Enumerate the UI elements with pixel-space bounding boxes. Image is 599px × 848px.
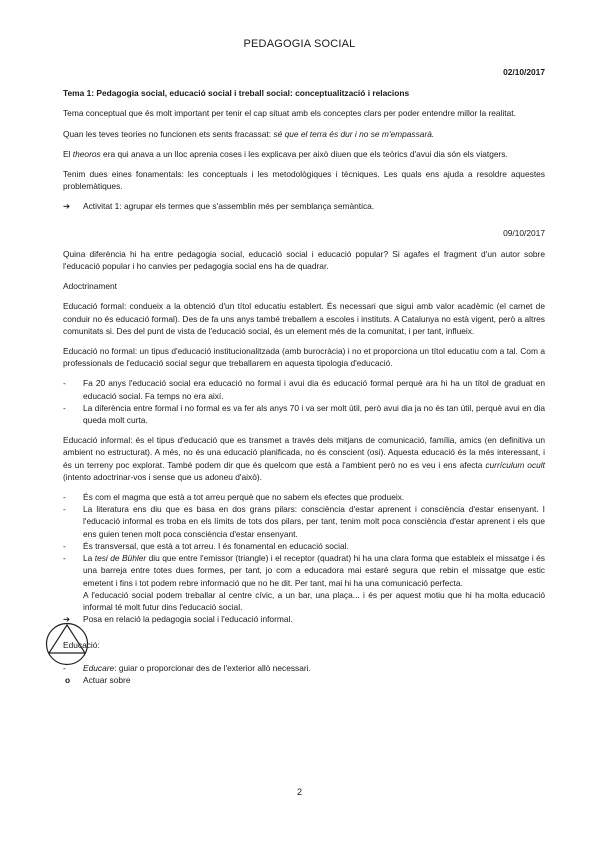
informal-text: Educació informal: és el tipus d'educació que es transmet a través dels mitjans de comunicació, família, amics (en definitiva un ambient no estructurat). A més, no és una educació planificada, no és conscient (osi). Aquesta educació és la més interessant, i és un terreny poc explorat. També podem dir que és quelcom que està a l'ambient però no es veu i ens afecta <box>63 435 545 470</box>
arrow-icon: ➔ <box>63 201 71 212</box>
list-formal-notes <box>63 377 545 426</box>
theoros-term: theoros <box>72 148 101 159</box>
list-item-educare <box>63 662 545 674</box>
paragraph-question: Quina diferència hi ha entre pedagogia social, educació social i educació popular? Si agafes el fragment d'un autor sobre l'educació popular i ho canvies per pedagogia social ens ha de quadrar. <box>63 248 545 272</box>
paragraph-concepts: Tema conceptual que és molt important per tenir el cap situat amb els conceptes clars per poder entendre millor la realitat. <box>63 108 516 119</box>
paragraph-informal <box>63 434 545 483</box>
list-item <box>63 540 545 552</box>
dash-icon: - <box>63 553 66 564</box>
informal-term: currículum ocult <box>485 459 545 470</box>
circle-triangle-icon <box>45 622 89 666</box>
list-item-text: La diferència entre formal i no formal es va fer als anys 70 i va ser molt útil, però avui dia ja no és tan útil, perquè avui en dia queda molt curta. <box>83 402 545 426</box>
list-item <box>63 589 545 613</box>
list-item <box>63 552 545 589</box>
educare-term: Educare <box>83 662 115 673</box>
actuar-text: Actuar sobre <box>83 674 131 685</box>
topic-heading: Tema 1: Pedagogia social, educació social i treball social: conceptualització i relacions <box>63 88 410 99</box>
theoros-post: era qui anava a un lloc aprenia coses i les explicava per això diuen que els teòrics d'avui dia són els viatgers. <box>100 148 508 159</box>
list-item-text: Fa 20 anys l'educació social era educació no formal i avui dia és educació formal perquè ara hi ha un títol de graduat en educació social. Fa temps no era així. <box>83 378 545 401</box>
activity-item <box>63 200 545 212</box>
section-heading-educacio: Educació: <box>63 640 100 651</box>
document-body <box>63 66 545 686</box>
dash-icon: - <box>63 662 66 673</box>
list-item-actuar <box>63 674 545 686</box>
paragraph-theories <box>63 128 545 140</box>
list-item-text: A l'educació social podem treballar al centre cívic, a un bar, una plaça... i és per aquest motiu que hi ha molta educació informal té molt futur dins l'educació social. <box>83 589 545 612</box>
circle-bullet-icon: o <box>65 674 71 685</box>
page-title: PEDAGOGIA SOCIAL <box>243 38 356 50</box>
buhler-post: diu que entre l'emissor (triangle) i el receptor (quadrat) hi ha una clara forma que estableix el missatge i és una barreja entre totes dues formes, per tant, jo com a educadora mai estaré segura que rebin el missatge que estic emetent i fins i tot podem rebre informació que no he dit. Per tant, mai hi ha una comunicació perfecta. <box>83 553 545 588</box>
theories-quote: sé que el terra és dur i no se m'empassarà. <box>273 128 435 139</box>
relation-item <box>63 613 545 625</box>
buhler-pre: La <box>83 553 95 564</box>
list-item <box>63 377 545 401</box>
date-02-10: 02/10/2017 <box>503 67 545 77</box>
dash-icon: - <box>63 492 66 503</box>
list-item-text: La literatura ens diu que es basa en dos grans pilars: consciència d'estar aprenent i consciència d'estar ensenyant. I l'educació informal es troba en els límits de tots dos pilars, per tant, tenim molt poca consciència d'estar aprenent i els que ens guien tenen molt poca consciència d'estar ensenyant. <box>83 504 545 539</box>
paragraph-tools: Tenim dues eines fonamentals: les conceptuals i les metodològiques i tècniques. Les quals ens ajuda a resoldre aquestes problemàtiques. <box>63 169 545 192</box>
paragraph-theoros <box>63 148 545 160</box>
theoros-pre: El <box>63 148 73 159</box>
relation-text: Posa en relació la pedagogia social i l'educació informal. <box>83 614 293 625</box>
dash-icon: - <box>63 378 66 389</box>
paragraph-formal: Educació formal: condueix a la obtenció d'un títol educatiu establert. És necessari que sigui amb valor acadèmic (el carnet de conduir no és educació formal). Des de fa uns anys també treballem a escoles i instituts. A Catalunya no està vigent, però a altres comunitats si. Des del punt de vista de l'educació social, és un element més de la comunitat, i per tant, influeix. <box>63 301 545 336</box>
buhler-term: tesi de Bühler <box>94 553 147 564</box>
list-informal-notes <box>63 491 545 613</box>
dash-icon: - <box>63 504 66 515</box>
activity-text: Activitat 1: agrupar els termes que s'assemblin més per semblança semàntica. <box>83 201 375 212</box>
date-09-10: 09/10/2017 <box>503 227 545 238</box>
theories-text: Quan les teves teories no funcionen ets sents fracassat: <box>63 128 274 139</box>
section-heading-adoctrinament: Adoctrinament <box>63 281 117 292</box>
educare-text: : guiar o proporcionar des de l'exterior allò necessari. <box>114 662 311 673</box>
list-item-text: És transversal, que està a tot arreu. I és fonamental en educació social. <box>83 540 349 551</box>
informal-post: (intento adoctrinar-vos i sense que us adoneu d'això). <box>63 471 262 482</box>
arrow-icon: ➔ <box>63 614 71 625</box>
list-item <box>63 503 545 540</box>
dash-icon: - <box>63 402 66 413</box>
paragraph-no-formal: Educació no formal: un tipus d'educació institucionalitzada (amb burocràcia) i no et proporciona un títol educatiu com a tal. Com a professionals de l'educació social segur que treballarem en aquesta tipologia d'educació. <box>63 346 545 369</box>
list-item <box>63 491 545 503</box>
list-item <box>63 402 545 426</box>
dash-icon: - <box>63 540 66 551</box>
page-number: 2 <box>296 787 302 797</box>
list-item-text: És com el magma que està a tot arreu perquè que no sabem els efectes que produeix. <box>83 492 405 503</box>
